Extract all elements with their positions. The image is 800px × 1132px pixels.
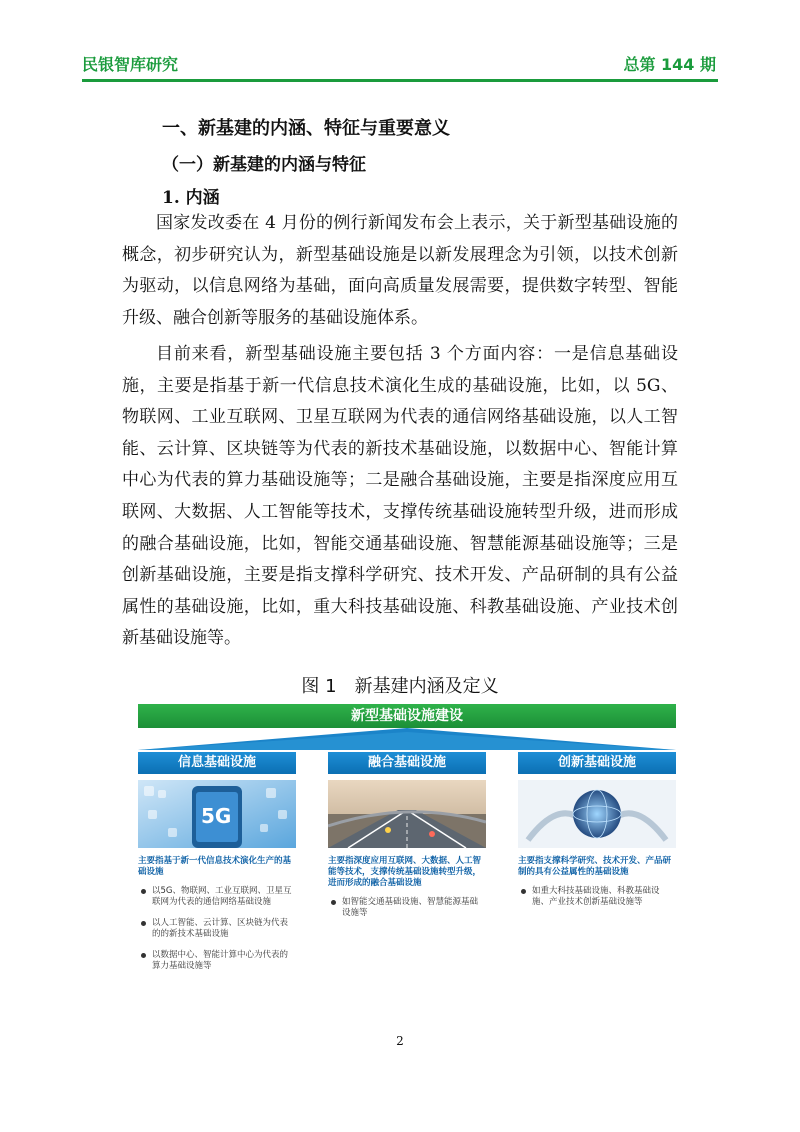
column-innovation-infrastructure (518, 752, 676, 918)
5g-phone-image (138, 780, 296, 848)
issue-number: 总第 144 期 (623, 55, 716, 74)
subsection-heading: （一）新基建的内涵与特征 (162, 155, 366, 175)
sub-subsection-heading: 1. 内涵 (162, 188, 220, 208)
column-fusion-infrastructure (328, 752, 486, 929)
column-description: 主要指基于新一代信息技术演化生产的基础设施 (138, 856, 292, 877)
list-item: 如重大科技基础设施、科教基础设施、产业技术创新基础设施等 (518, 886, 676, 908)
column-description: 主要指支撑科学研究、技术开发、产品研制的具有公益属性的基础设施 (518, 856, 672, 877)
figure-diagram (128, 700, 676, 1010)
section-heading: 一、新基建的内涵、特征与重要意义 (162, 118, 450, 139)
banner-roof (138, 728, 676, 750)
globe-hands-image (518, 780, 676, 848)
figure-title: 图 1 新基建内涵及定义 (301, 676, 499, 697)
column-heading: 融合基础设施 (328, 752, 486, 774)
list-item: 如智能交通基础设施、智慧能源基础设施等 (328, 897, 486, 919)
column-list (328, 897, 486, 919)
highway-image (328, 780, 486, 848)
column-list (138, 886, 296, 972)
header-title: 民银智库研究 (82, 55, 179, 74)
page-number: 2 (396, 1034, 404, 1048)
list-item: 以5G、物联网、工业互联网、卫星互联网为代表的通信网络基础设施 (138, 886, 296, 908)
paragraph-content: 目前来看，新型基础设施主要包括 3 个方面内容：一是信息基础设施，主要是指基于新一代信息技术演化生成的基础设施，比如，以 5G、物联网、工业互联网、卫星互联网为代表的通信网络基础设施，以人工智能、云计算、区块链等为代表的新技术基础设施，以数据中心、智能计算中心为代表的算力基础设施等；二是融合基础设施，主要是指深度应用互联网、大数据、人工智能等技术，支撑传统基础设施转型升级，进而形成的融合基础设施，比如，智能交通基础设施、智慧能源基础设施等；三是创新基础设施，主要是指支撑科学研究、技术开发、产品研制的具有公益属性的基础设施，比如，重大科技基础设施、科教基础设施、产业技术创新基础设施等。 (122, 344, 678, 649)
header-rule (82, 79, 718, 82)
column-heading: 创新基础设施 (518, 752, 676, 774)
5g-label: 5G (201, 804, 232, 828)
column-info-infrastructure (138, 752, 296, 982)
paragraph-definition: 国家发改委在 4 月份的例行新闻发布会上表示，关于新型基础设施的概念，初步研究认为，新型基础设施是以新发展理念为引领，以技术创新为驱动，以信息网络为基础，面向高质量发展需要，提供数字转型、智能升级、融合创新等服务的基础设施体系。 (122, 213, 678, 328)
figure-banner: 新型基础设施建设 (138, 704, 676, 728)
column-description: 主要指深度应用互联网、大数据、人工智能等技术，支撑传统基础设施转型升级，进而形成的融合基础设施 (328, 856, 482, 888)
column-list (518, 886, 676, 908)
column-heading: 信息基础设施 (138, 752, 296, 774)
list-item: 以数据中心、智能计算中心为代表的算力基础设施等 (138, 950, 296, 972)
list-item: 以人工智能、云计算、区块链为代表的的新技术基础设施 (138, 918, 296, 940)
